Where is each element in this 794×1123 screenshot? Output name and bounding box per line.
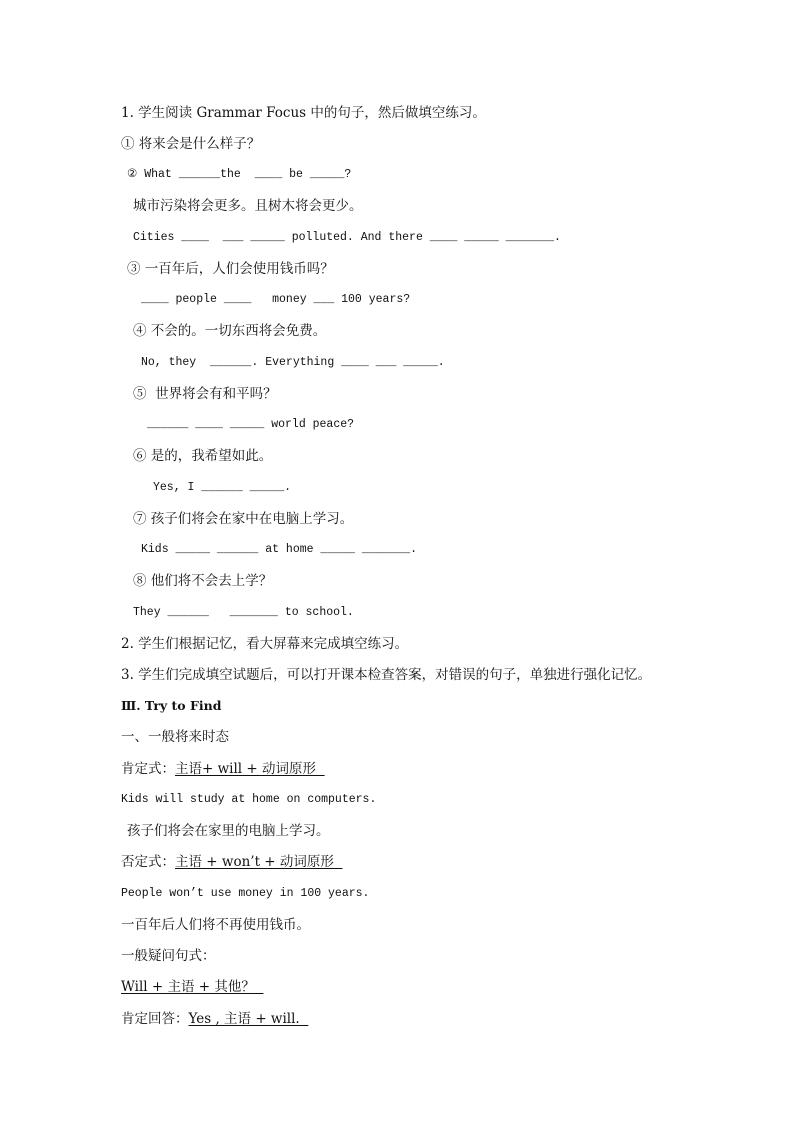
question-4-english-blank: No, they ______. Everything ____ ___ _____. (141, 356, 445, 369)
section-heading-try-to-find: Ⅲ. Try to Find (121, 698, 222, 713)
positive-answer-rule: Yes , 主语 + will. (188, 1011, 309, 1027)
question-3-english-blank: ____ people ____ money ___ 100 years? (141, 293, 411, 306)
question-4-chinese: ④ 不会的。一切东西将会免费。 (133, 323, 327, 339)
affirmative-example-chinese: 孩子们将会在家里的电脑上学习。 (127, 823, 330, 839)
negative-example-chinese: 一百年后人们将不再使用钱币。 (121, 917, 310, 933)
negative-form (121, 853, 342, 871)
question-2-english-blank: ② What ______the ____ be _____? (127, 168, 352, 181)
negative-form-label: 否定式： (121, 854, 175, 870)
sentence-english-pollution-blank: Cities ____ ___ _____ polluted. And there ____ _____ _______. (133, 231, 561, 244)
negative-form-rule: 主语 + won’t + 动词原形 (175, 854, 343, 870)
question-3-chinese: ③ 一百年后，人们会使用钱币吗？ (127, 261, 334, 277)
exercise-instruction-1: 1. 学生阅读 Grammar Focus 中的句子，然后做填空练习。 (121, 105, 486, 121)
question-6-chinese: ⑥ 是的，我希望如此。 (133, 448, 273, 464)
positive-answer (121, 1010, 308, 1028)
affirmative-form-rule: 主语+ will + 动词原形 (175, 761, 325, 777)
question-form-rule: Will + 主语 + 其他？ (121, 979, 264, 995)
affirmative-form-label: 肯定式： (121, 761, 175, 777)
question-5-english-blank: ______ ____ _____ world peace? (147, 418, 355, 431)
sentence-chinese-pollution: 城市污染将会更多。且树木将会更少。 (133, 198, 363, 214)
negative-example-english: People won’t use money in 100 years. (121, 887, 370, 900)
question-1-chinese: ① 将来会是什么样子？ (121, 136, 261, 152)
grammar-heading-future-tense: 一、一般将来时态 (121, 729, 229, 745)
affirmative-form (121, 760, 325, 778)
question-form-heading: 一般疑问句式： (121, 948, 216, 964)
affirmative-example-english: Kids will study at home on computers. (121, 793, 377, 806)
question-6-english-blank: Yes, I ______ _____. (153, 481, 292, 494)
question-7-english-blank: Kids _____ ______ at home _____ _______. (141, 543, 418, 556)
exercise-instruction-3: 3. 学生们完成填空试题后，可以打开课本检查答案，对错误的句子，单独进行强化记忆。 (121, 667, 652, 683)
question-8-chinese: ⑧ 他们将不会去上学？ (133, 573, 273, 589)
question-7-chinese: ⑦ 孩子们将会在家中在电脑上学习。 (133, 511, 354, 527)
question-5-chinese: ⑤ 世界将会有和平吗？ (133, 386, 277, 402)
exercise-instruction-2: 2. 学生们根据记忆，看大屏幕来完成填空练习。 (121, 636, 409, 652)
question-8-english-blank: They ______ _______ to school. (133, 606, 354, 619)
positive-answer-label: 肯定回答： (121, 1011, 189, 1027)
